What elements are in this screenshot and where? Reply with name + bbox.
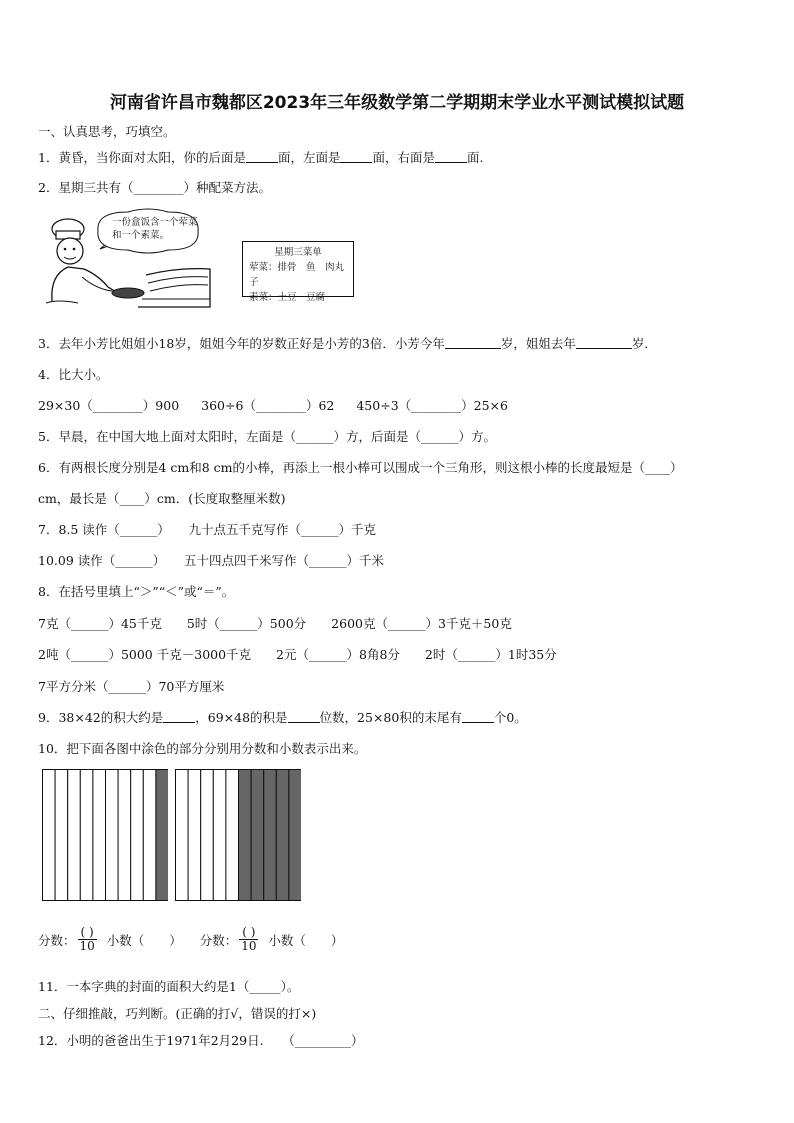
strip (201, 770, 214, 901)
question-10: 10．把下面各图中涂色的部分分别用分数和小数表示出来。 (38, 741, 367, 756)
strip (93, 770, 106, 901)
strip (188, 770, 201, 901)
question-6-cont: cm，最长是（____）cm．(长度取整厘米数) (38, 491, 286, 506)
fraction-blank-1[interactable]: $\frac{( )}{10}$ (79, 925, 95, 954)
shaded-strip (264, 770, 277, 901)
question-2: 2．星期三共有（________）种配菜方法。 (38, 180, 271, 195)
question-8-row-1: 7克（______）45千克 5时（______）500分 2600克（______）3千克＋50克 (38, 616, 512, 631)
shaded-strip (239, 770, 252, 901)
strip (43, 770, 56, 901)
strip (143, 770, 156, 901)
shaded-strip (276, 770, 289, 901)
fraction-figure-2 (175, 769, 301, 901)
shaded-strip (289, 770, 301, 901)
shaded-strip (251, 770, 264, 901)
speech-bubble-text: 一份盒饭含一个荤菜和一个素菜。 (112, 217, 198, 241)
strip (226, 770, 239, 901)
page-title: 河南省许昌市魏都区2023年三年级数学第二学期期末学业水平测试模拟试题 (109, 93, 685, 113)
fraction-blank-2[interactable]: $\frac{( )}{10}$ (241, 925, 257, 954)
menu-card (242, 241, 354, 303)
question-11: 11．一本字典的封面的面积大约是1（_____）。 (38, 979, 300, 994)
question-7: 7．8.5 读作（______） 九十点五千克写作（______）千克 (38, 522, 377, 537)
strip (80, 770, 93, 901)
question-9: 9．38×42的积大约是 ，69×48的积是 位数，25×80积的末尾有 个0。 (38, 710, 527, 725)
strip (118, 770, 131, 901)
question-5: 5．早晨，在中国大地上面对太阳时，左面是（______）方，后面是（______）方。 (38, 429, 496, 444)
section-heading-1: 一、认真思考，巧填空。 (38, 124, 176, 139)
strip (213, 770, 226, 901)
question-8: 8．在括号里填上“＞”“＜”或“＝”。 (38, 584, 235, 599)
fraction-figure-1 (42, 769, 168, 901)
question-3: 3．去年小芳比姐姐小18岁，姐姐今年的岁数正好是小芳的3倍．小芳今年 岁，姐姐去年 岁． (38, 336, 657, 351)
menu-veg: 素菜：土豆 豆腐 (249, 292, 326, 303)
strip (55, 770, 68, 901)
question-6: 6．有两根长度分别是4 cm和8 cm的小棒，再添上一根小棒可以围成一个三角形，则这根小棒的长度最短是（____） (38, 460, 683, 475)
question-10-answers: 分数： $\frac{( )}{10}$ 小数（ ） 分数： $\frac{( )}{10}$ 小数（ ） (38, 925, 344, 954)
strip (176, 770, 189, 901)
strip (68, 770, 81, 901)
question-8-row-3: 7平方分米（______）70平方厘米 (38, 679, 225, 694)
question-4: 4．比大小。 (38, 367, 109, 382)
strip (106, 770, 119, 901)
question-1: 1．黄昏，当你面对太阳，你的后面是 面，左面是 面，右面是 面. (38, 150, 484, 165)
question-4-row: 29×30（________）900 360÷6（________）62 450÷3（________）25×6 (38, 398, 508, 413)
question-7-cont: 10.09 读作（______） 五十四点四千米写作（______）千米 (38, 553, 385, 568)
question-8-row-2: 2吨（______）5000 千克－3000千克 2元（______）8角8分 2时（______）1时35分 (38, 647, 557, 662)
section-heading-2: 二、仔细推敲，巧判断。(正确的打√，错误的打×) (38, 1006, 317, 1021)
question-12: 12．小明的爸爸出生于1971年2月29日. （_________） (38, 1033, 364, 1048)
menu-title: 星期三菜单 (274, 247, 322, 258)
strip (131, 770, 144, 901)
menu-meat: 荤菜：排骨 鱼 肉丸子 (249, 262, 345, 288)
shaded-strip (156, 770, 168, 901)
